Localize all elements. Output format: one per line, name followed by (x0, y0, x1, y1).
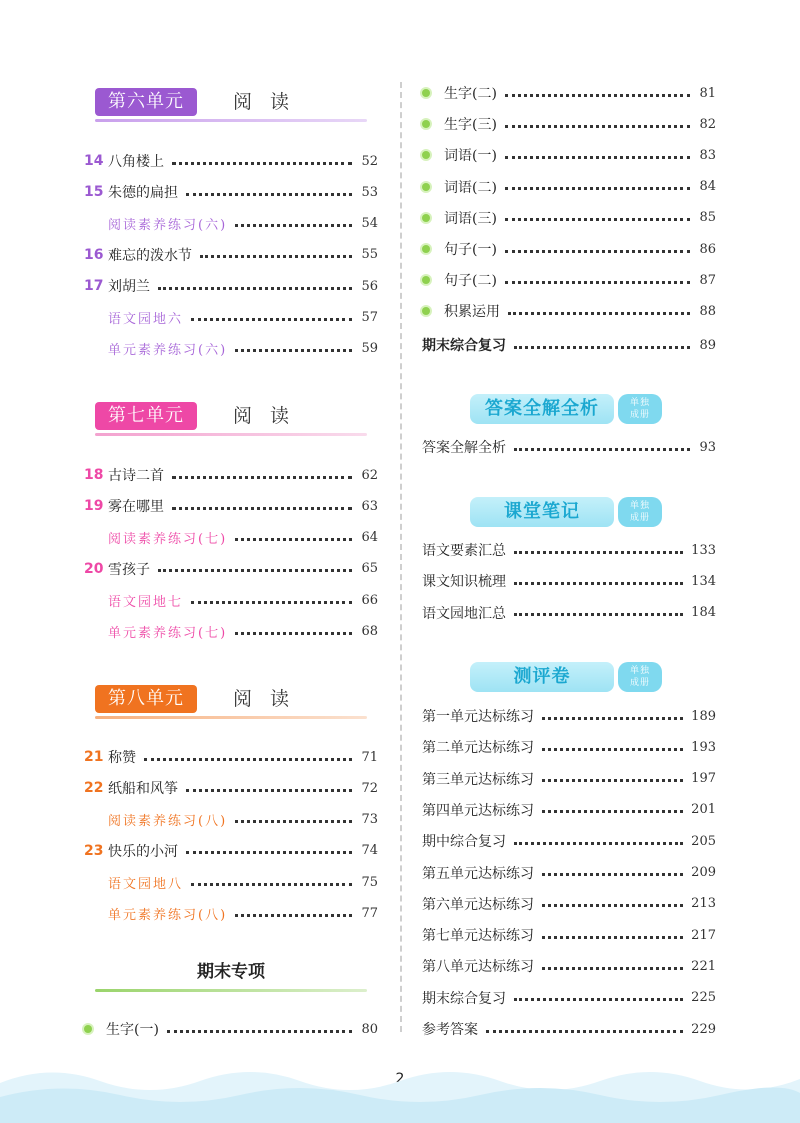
page-number-ref: 52 (361, 153, 378, 169)
leader-dots (144, 758, 352, 761)
unit8-sub: 阅 读 (233, 688, 296, 710)
page-number-ref: 57 (361, 310, 378, 325)
unit7-underline (95, 433, 367, 436)
toc-row[interactable] (84, 150, 378, 172)
leader-dots (542, 748, 683, 751)
page-number-ref: 189 (691, 708, 716, 724)
toc-title: 雪孩子 (108, 561, 150, 578)
toc-row[interactable] (84, 527, 378, 549)
page-number-ref: 73 (361, 812, 378, 828)
toc-title: 朱德的扁担 (108, 185, 178, 202)
page-number-ref: 221 (691, 958, 716, 974)
toc-row[interactable] (422, 955, 716, 977)
toc-title: 词语(二) (444, 179, 497, 196)
page-number-ref: 133 (691, 542, 716, 558)
toc-title: 生字(一) (106, 1022, 159, 1038)
toc-title: 语文园地七 (108, 594, 184, 610)
toc-title: 单元素养练习(六) (108, 343, 228, 359)
leader-dots (514, 842, 683, 845)
toc-row[interactable] (422, 300, 716, 322)
page-number-ref: 81 (699, 85, 716, 101)
lesson-number: 22 (84, 780, 104, 797)
leader-dots (542, 936, 683, 939)
notes-section-header (470, 497, 670, 531)
bullet-icon (422, 307, 444, 315)
page-number: 2 (395, 1071, 405, 1087)
leader-dots (542, 717, 683, 720)
leader-dots (167, 1030, 352, 1033)
leader-dots (235, 349, 352, 352)
page-number-ref: 80 (361, 1021, 378, 1037)
toc-row[interactable] (84, 275, 378, 297)
leader-dots (172, 162, 352, 165)
toc-title: 刘胡兰 (108, 279, 150, 296)
toc-row[interactable] (422, 269, 716, 291)
page-number-ref: 82 (699, 116, 716, 132)
page-number-ref: 197 (691, 771, 716, 787)
page-number-ref: 64 (361, 530, 378, 546)
toc-row[interactable] (422, 862, 716, 884)
page-number-ref: 213 (691, 896, 716, 912)
toc-row[interactable] (84, 746, 378, 768)
toc-row[interactable] (422, 924, 716, 946)
bullet-icon (422, 214, 444, 222)
toc-title: 生字(二) (444, 86, 497, 102)
toc-row[interactable] (422, 176, 716, 198)
leader-dots (542, 810, 683, 813)
leader-dots (186, 193, 352, 196)
page-number-ref: 209 (691, 865, 716, 880)
toc-row[interactable] (84, 621, 378, 643)
toc-title: 语文要素汇总 (422, 543, 506, 559)
bullet-icon (422, 89, 444, 97)
unit6-sub: 阅 读 (233, 91, 296, 113)
leader-dots (514, 551, 683, 554)
leader-dots (505, 156, 690, 159)
page-number-ref: 74 (361, 843, 378, 859)
toc-row[interactable] (84, 307, 378, 329)
page-number-ref: 55 (361, 247, 378, 263)
toc-title: 阅读素养练习(八) (108, 814, 228, 830)
toc-row[interactable] (84, 903, 378, 925)
toc-title: 古诗二首 (108, 468, 164, 484)
leader-dots (542, 779, 683, 782)
unit6-header (95, 84, 367, 124)
page-number-ref: 65 (361, 561, 378, 577)
page-number-ref: 72 (361, 780, 378, 796)
toc-row[interactable] (422, 334, 716, 356)
tests-section-header (470, 662, 670, 696)
leader-dots (514, 346, 690, 349)
toc-title: 语文园地六 (108, 312, 184, 327)
toc-title: 第七单元达标练习 (422, 928, 534, 945)
bullet-icon (84, 1025, 106, 1033)
unit8-underline (95, 716, 367, 719)
toc-row[interactable] (84, 1018, 378, 1040)
toc-title: 第八单元达标练习 (422, 959, 534, 976)
toc-row[interactable] (422, 799, 716, 821)
toc-row[interactable] (84, 871, 378, 893)
toc-title: 期末综合复习 (422, 990, 506, 1007)
page-number-ref: 229 (691, 1021, 716, 1037)
page-number-ref: 89 (699, 337, 716, 353)
toc-row[interactable] (422, 893, 716, 915)
toc-row[interactable] (84, 338, 378, 360)
page-number-ref: 71 (361, 749, 378, 765)
leader-dots (235, 820, 352, 823)
page-number-ref: 66 (361, 592, 378, 608)
tests-header: 测评卷 (470, 662, 614, 692)
leader-dots (514, 448, 690, 451)
leader-dots (191, 883, 352, 886)
page-number-ref: 59 (361, 341, 378, 357)
page-number-ref: 134 (691, 573, 716, 589)
leader-dots (235, 632, 352, 635)
leader-dots (505, 94, 690, 97)
leader-dots (191, 318, 352, 321)
leader-dots (508, 312, 690, 315)
leader-dots (514, 613, 683, 616)
toc-title: 课文知识梳理 (422, 574, 506, 591)
toc-row[interactable] (422, 987, 716, 1009)
page-number-ref: 54 (361, 216, 378, 232)
toc-title: 难忘的泼水节 (108, 247, 192, 264)
lesson-number: 14 (84, 153, 104, 169)
page-number-ref: 63 (361, 498, 378, 514)
toc-title: 期中综合复习 (422, 834, 506, 851)
leader-dots (172, 507, 352, 510)
toc-title: 语文园地八 (108, 876, 184, 892)
unit7-sub: 阅 读 (233, 405, 296, 427)
toc-row[interactable] (84, 809, 378, 831)
answers-header: 答案全解全析 (470, 394, 614, 424)
lesson-number: 17 (84, 278, 104, 295)
page-number-ref: 83 (699, 147, 716, 163)
page-number-ref: 93 (699, 439, 716, 455)
toc-title: 阅读素养练习(六) (108, 218, 228, 234)
toc-row[interactable] (84, 777, 378, 799)
leader-dots (235, 224, 352, 227)
lesson-number: 19 (84, 498, 104, 515)
toc-title: 答案全解全析 (422, 440, 506, 456)
toc-row[interactable] (422, 705, 716, 727)
answers-section-header (470, 394, 670, 428)
toc-title: 第二单元达标练习 (422, 740, 534, 757)
toc-title: 单元素养练习(八) (108, 908, 228, 923)
lesson-number: 15 (84, 184, 104, 201)
bullet-icon (422, 276, 444, 284)
toc-row[interactable] (84, 840, 378, 862)
leader-dots (158, 569, 352, 572)
toc-row[interactable] (422, 207, 716, 229)
leader-dots (514, 998, 683, 1001)
lesson-number: 21 (84, 749, 104, 765)
toc-title: 雾在哪里 (108, 499, 164, 516)
leader-dots (542, 873, 683, 876)
page-number-ref: 75 (361, 874, 378, 890)
toc-row[interactable] (84, 558, 378, 580)
unit7-header (95, 398, 367, 438)
page-number-ref: 56 (361, 278, 378, 294)
page-number-ref: 62 (361, 467, 378, 483)
toc-row[interactable] (422, 602, 716, 624)
final-special-underline (95, 989, 367, 992)
leader-dots (200, 255, 352, 258)
page-number-ref: 85 (699, 210, 716, 226)
lesson-number: 16 (84, 246, 104, 263)
toc-title: 期末综合复习 (422, 338, 506, 354)
toc-row[interactable] (422, 436, 716, 458)
toc-row[interactable] (422, 82, 716, 104)
toc-row[interactable] (422, 830, 716, 852)
toc-title: 第五单元达标练习 (422, 865, 534, 882)
toc-row[interactable] (422, 736, 716, 758)
page-number-ref: 205 (691, 833, 716, 849)
answers-badge: 单独 成册 (618, 394, 662, 424)
toc-row[interactable] (422, 113, 716, 135)
page-number-ref: 184 (691, 605, 716, 621)
unit8-label: 第八单元 (95, 685, 197, 713)
toc-title: 第四单元达标练习 (422, 802, 534, 819)
toc-row[interactable] (422, 539, 716, 561)
toc-row[interactable] (84, 213, 378, 235)
toc-title: 第六单元达标练习 (422, 896, 534, 913)
bullet-icon (422, 120, 444, 128)
toc-title: 第三单元达标练习 (422, 771, 534, 788)
toc-row[interactable] (84, 589, 378, 611)
toc-row[interactable] (422, 144, 716, 166)
lesson-number: 23 (84, 842, 104, 859)
unit6-label: 第六单元 (95, 88, 197, 116)
toc-title: 纸船和风筝 (108, 781, 178, 798)
leader-dots (486, 1030, 683, 1033)
leader-dots (542, 904, 683, 907)
toc-title: 积累运用 (444, 304, 500, 321)
toc-row[interactable] (84, 495, 378, 517)
page-number-ref: 86 (699, 241, 716, 257)
leader-dots (505, 187, 690, 190)
toc-title: 称赞 (108, 750, 136, 766)
leader-dots (158, 287, 352, 290)
leader-dots (505, 250, 690, 253)
page-number-ref: 84 (699, 179, 716, 195)
leader-dots (505, 281, 690, 284)
unit8-header (95, 681, 367, 721)
toc-title: 句子(二) (444, 273, 497, 290)
leader-dots (191, 601, 352, 604)
leader-dots (235, 914, 352, 917)
page-number-ref: 193 (691, 739, 716, 755)
toc-title: 句子(一) (444, 242, 497, 258)
toc-title: 参考答案 (422, 1022, 478, 1038)
toc-row[interactable] (84, 181, 378, 203)
page-number-ref: 217 (691, 927, 716, 943)
leader-dots (172, 476, 352, 479)
bullet-icon (422, 245, 444, 253)
toc-row[interactable] (422, 570, 716, 592)
leader-dots (514, 582, 683, 585)
leader-dots (235, 538, 352, 541)
toc-title: 阅读素养练习(七) (108, 532, 228, 548)
page-number-ref: 225 (691, 990, 716, 1006)
toc-row[interactable] (84, 244, 378, 266)
lesson-number: 18 (84, 467, 104, 483)
leader-dots (505, 218, 690, 221)
toc-title: 快乐的小河 (108, 843, 178, 860)
bullet-icon (422, 183, 444, 191)
page-number-ref: 77 (361, 906, 378, 921)
toc-row[interactable] (422, 238, 716, 260)
final-special-title: 期末专项 (197, 962, 265, 982)
leader-dots (186, 789, 352, 792)
leader-dots (505, 125, 690, 128)
leader-dots (542, 967, 683, 970)
tests-badge: 单独 成册 (618, 662, 662, 692)
notes-badge: 单独 成册 (618, 497, 662, 527)
unit6-underline (95, 119, 367, 122)
page-number-ref: 87 (699, 272, 716, 288)
toc-title: 词语(三) (444, 210, 497, 227)
bullet-icon (422, 151, 444, 159)
page-number-ref: 201 (691, 802, 716, 818)
toc-title: 第一单元达标练习 (422, 709, 534, 725)
toc-row[interactable] (422, 1018, 716, 1040)
toc-title: 词语(一) (444, 148, 497, 165)
unit7-label: 第七单元 (95, 402, 197, 430)
toc-title: 语文园地汇总 (422, 605, 506, 622)
page-number-ref: 88 (699, 303, 716, 319)
notes-header: 课堂笔记 (470, 497, 614, 527)
toc-title: 八角楼上 (108, 154, 164, 170)
toc-title: 生字(三) (444, 117, 497, 134)
toc-title: 单元素养练习(七) (108, 626, 228, 641)
page-number-ref: 53 (361, 184, 378, 200)
footer-wave (0, 1053, 800, 1123)
toc-row[interactable] (84, 464, 378, 486)
toc-row[interactable] (422, 768, 716, 790)
page-number-ref: 68 (361, 624, 378, 639)
column-divider (400, 82, 402, 1032)
lesson-number: 20 (84, 560, 104, 577)
leader-dots (186, 851, 352, 854)
